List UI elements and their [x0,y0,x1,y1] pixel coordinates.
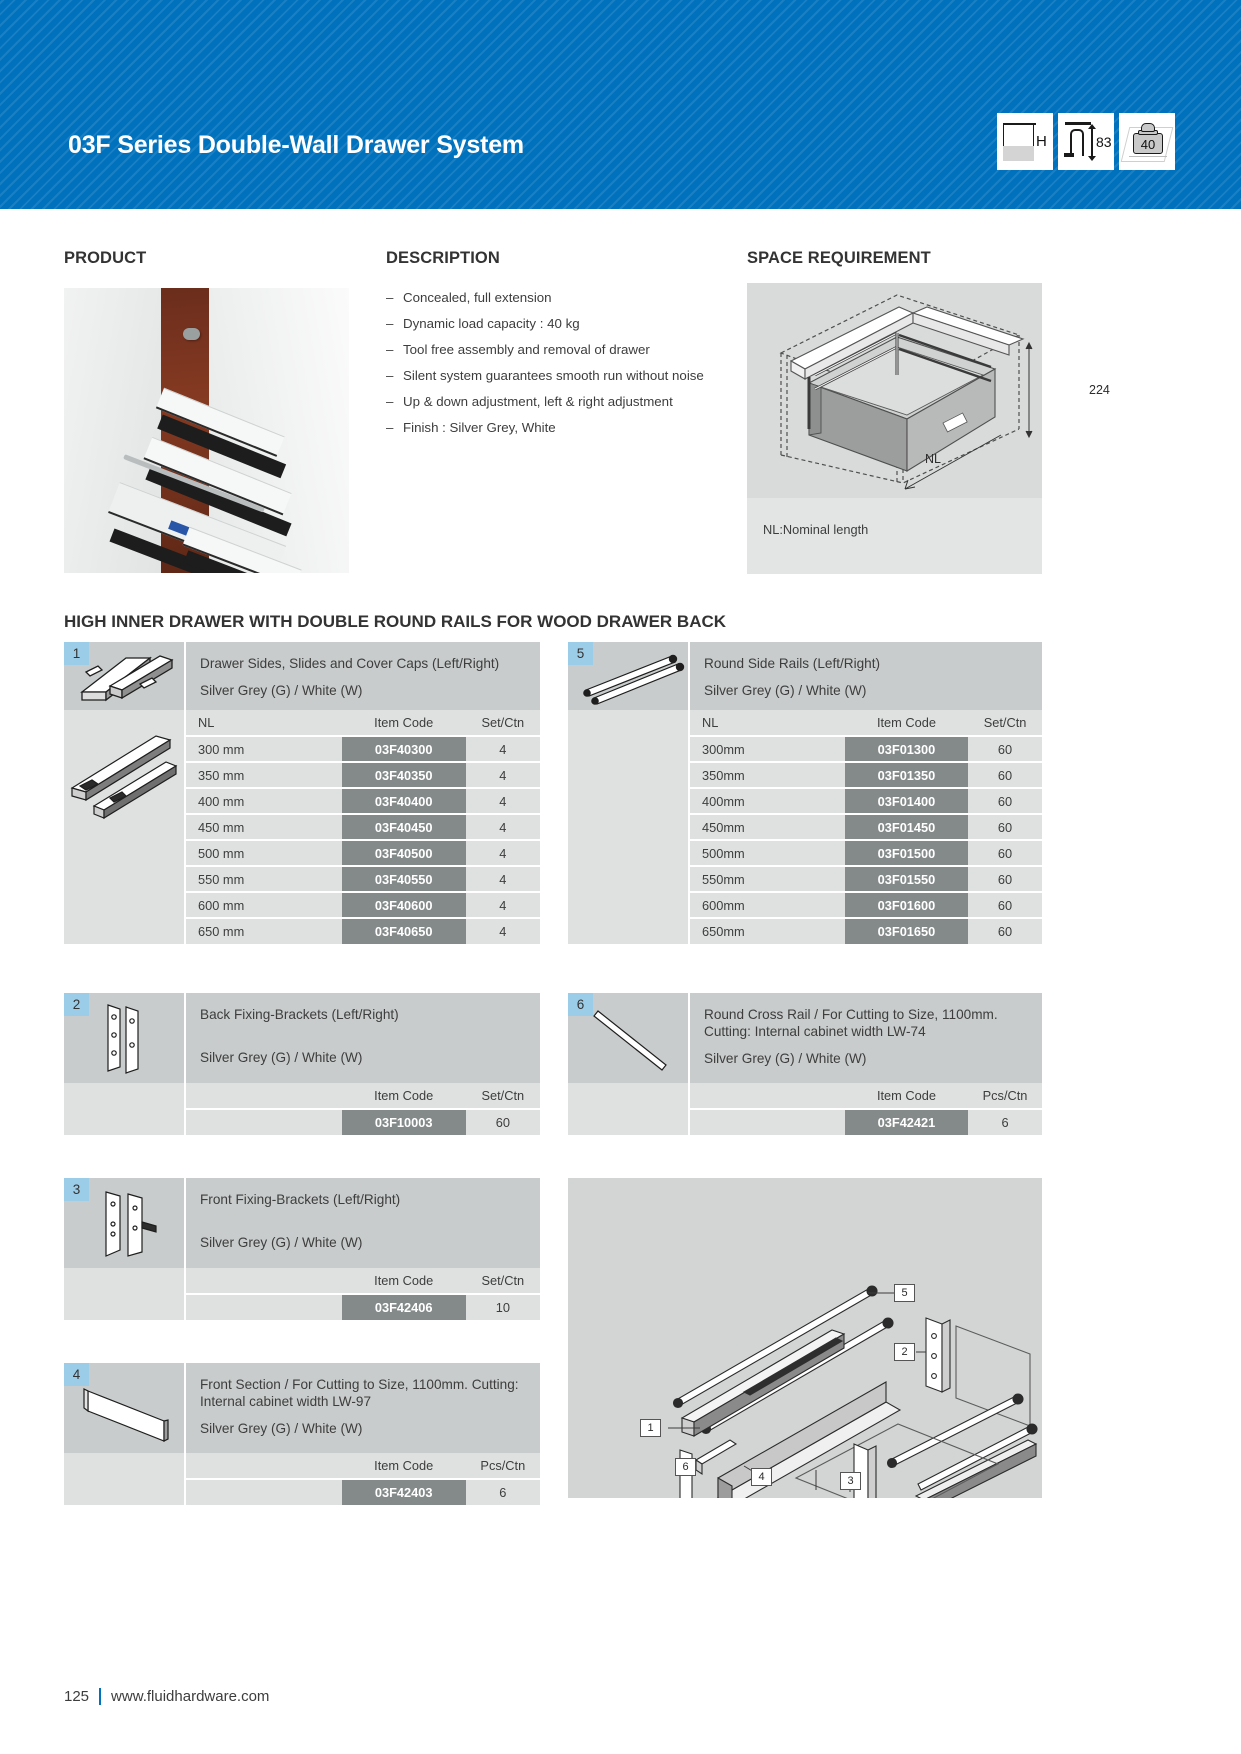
col-item-code: Item Code [342,1453,466,1479]
page-number: 125 [64,1688,90,1705]
table-row [690,866,1042,892]
table-row [186,866,540,892]
cell-set-ctn: 4 [466,918,540,944]
card-title: Round Side Rails (Left/Right) [704,656,881,671]
cell-item-code: 03F01550 [845,866,968,892]
product-card-3 [64,1178,540,1320]
space-requirement-note-text: NL:Nominal length [763,522,869,537]
cell-set-ctn: 4 [466,788,540,814]
card-body [64,1268,540,1320]
product-card-1 [64,642,540,944]
description-item [386,368,716,384]
cell-nl: 450 mm [186,814,342,840]
card-description [688,993,1042,1083]
card-badge: 2 [64,993,89,1016]
callout-4: 4 [751,1468,772,1486]
card-body [64,1083,540,1135]
card-finish: Silver Grey (G) / White (W) [704,683,867,698]
card-title: Drawer Sides, Slides and Cover Caps (Left/Right) [200,656,500,671]
card-header [64,1363,540,1453]
cell-nl: 550mm [690,866,845,892]
callout-1: 1 [640,1419,661,1437]
space-requirement-svg [747,283,1042,498]
round-cross-rail-icon [568,993,688,1083]
description-item-text: Tool free assembly and removal of drawer [403,342,650,357]
card-badge: 1 [64,642,89,665]
items-table-3 [186,1268,540,1320]
cell-item-code: 03F40600 [342,892,466,918]
table-row [186,840,540,866]
exploded-assembly-diagram [568,1178,1042,1498]
description-item [386,342,716,358]
cell-set-ctn: 60 [968,892,1042,918]
cell-item-code: 03F01600 [845,892,968,918]
items-table-5 [690,710,1042,944]
cell-item-code: 03F40550 [342,866,466,892]
table-row [690,840,1042,866]
card-body [568,710,1042,944]
cell-blank [186,1294,342,1320]
card-title: Round Cross Rail / For Cutting to Size, 1100mm. Cutting: Internal cabinet width LW-74 [704,1007,998,1039]
card-table [184,710,540,944]
col-item-code: Item Code [342,710,466,736]
description-item-text: Concealed, full extension [403,290,552,305]
table-row [186,762,540,788]
table-row [186,814,540,840]
card-thumbnail-back-brackets [64,993,184,1083]
card-description [688,642,1042,710]
table-row [690,918,1042,944]
cell-nl: 450mm [690,814,845,840]
table-row [186,736,540,762]
col-blank [186,1083,342,1109]
table-row [186,1479,540,1505]
cell-item-code: 03F40400 [342,788,466,814]
cell-nl: 500 mm [186,840,342,866]
table-header-row [186,710,540,736]
cell-set-ctn: 4 [466,762,540,788]
cell-set-ctn: 60 [968,814,1042,840]
cell-pcs-ctn: 6 [466,1479,540,1505]
col-set-ctn: Set/Ctn [466,1083,540,1109]
space-requirement-heading: SPACE REQUIREMENT [747,249,931,267]
cell-set-ctn: 4 [466,892,540,918]
footer-website: www.fluidhardware.com [111,1688,270,1705]
callout-5: 5 [894,1284,915,1302]
table-row [690,892,1042,918]
cell-set-ctn: 10 [466,1294,540,1320]
card-thumbnail-front-brackets [64,1178,184,1268]
cell-nl: 500mm [690,840,845,866]
product-card-5 [568,642,1042,944]
card-thumbnail-front-section [64,1363,184,1453]
items-table-1 [186,710,540,944]
table-row [186,918,540,944]
load-capacity-icon [1119,113,1175,170]
bullet-dash-icon: – [386,290,394,305]
front-fixing-bracket-icon [64,1178,184,1268]
description-heading: DESCRIPTION [386,249,500,267]
cell-nl: 300 mm [186,736,342,762]
cell-item-code: 03F01350 [845,762,968,788]
cell-set-ctn: 60 [968,840,1042,866]
col-item-code: Item Code [845,710,968,736]
drawer-height-icon [997,113,1053,170]
cell-nl: 350mm [690,762,845,788]
page-title: 03F Series Double-Wall Drawer System [68,131,524,159]
exploded-assembly-svg [568,1178,1042,1498]
side-height-icon [1058,113,1114,170]
bullet-dash-icon: – [386,316,394,331]
page-footer [64,1688,269,1705]
card-title: Front Section / For Cutting to Size, 1100mm. Cutting: Internal cabinet width LW-97 [200,1377,519,1409]
card-thumbnail-empty [568,710,688,944]
card-finish: Silver Grey (G) / White (W) [200,1050,363,1065]
cell-item-code: 03F01500 [845,840,968,866]
card-table [184,1268,540,1320]
card-header [64,993,540,1083]
card-finish: Silver Grey (G) / White (W) [200,1235,363,1250]
cell-set-ctn: 60 [968,788,1042,814]
callout-3: 3 [840,1472,861,1490]
col-item-code: Item Code [342,1268,466,1294]
cell-blank [690,1109,845,1135]
cell-item-code: 03F42403 [342,1479,466,1505]
table-header-row [186,1268,540,1294]
description-item [386,420,716,436]
space-requirement-diagram [747,283,1042,498]
table-row [186,1109,540,1135]
cell-blank [186,1479,342,1505]
col-item-code: Item Code [845,1083,968,1109]
space-dimension-height: 224 [1089,383,1110,397]
description-item-text: Up & down adjustment, left & right adjustment [403,394,673,409]
cell-set-ctn: 60 [968,866,1042,892]
spec-icon-strip [997,113,1175,170]
table-header-row [690,1083,1042,1109]
card-body [568,1083,1042,1135]
callout-2: 2 [894,1343,915,1361]
cell-nl: 400 mm [186,788,342,814]
card-badge: 3 [64,1178,89,1201]
card-header [64,1178,540,1268]
product-card-2 [64,993,540,1135]
card-body [64,710,540,944]
cell-item-code: 03F40300 [342,736,466,762]
bullet-dash-icon: – [386,342,394,357]
cell-item-code: 03F01450 [845,814,968,840]
cell-nl: 400mm [690,788,845,814]
cell-set-ctn: 60 [968,762,1042,788]
page-header-banner [0,0,1241,209]
cell-nl: 650mm [690,918,845,944]
bullet-dash-icon: – [386,368,394,383]
card-table [184,1083,540,1135]
col-pcs-ctn: Pcs/Ctn [466,1453,540,1479]
card-description [184,993,540,1083]
col-item-code: Item Code [342,1083,466,1109]
footer-divider [99,1688,101,1705]
space-dimension-length: NL [925,452,941,466]
cell-blank [186,1109,342,1135]
description-item-text: Finish : Silver Grey, White [403,420,556,435]
col-blank [186,1453,342,1479]
table-row [690,814,1042,840]
table-row [690,762,1042,788]
cell-item-code: 03F01400 [845,788,968,814]
table-row [186,892,540,918]
cell-nl: 600 mm [186,892,342,918]
cell-nl: 550 mm [186,866,342,892]
load-capacity-icon-label: 40 [1140,137,1156,152]
description-item-text: Silent system guarantees smooth run without noise [403,368,704,383]
card-thumbnail-slides [64,710,184,944]
card-header [568,993,1042,1083]
section-title: HIGH INNER DRAWER WITH DOUBLE ROUND RAILS FOR WOOD DRAWER BACK [64,612,727,631]
product-card-6 [568,993,1042,1135]
col-blank [690,1083,845,1109]
col-set-ctn: Set/Ctn [466,710,540,736]
cell-set-ctn: 4 [466,866,540,892]
cell-item-code: 03F42421 [845,1109,968,1135]
col-blank [186,1268,342,1294]
card-thumbnail-cross-rail [568,993,688,1083]
cell-item-code: 03F01300 [845,736,968,762]
drawer-side-icon [64,642,184,706]
slide-rails-icon [64,714,184,959]
card-description [184,1178,540,1268]
card-title: Back Fixing-Brackets (Left/Right) [200,1007,399,1022]
card-thumbnail-round-side-rails [568,642,688,706]
card-finish: Silver Grey (G) / White (W) [704,1051,867,1066]
cell-item-code: 03F40650 [342,918,466,944]
card-title: Front Fixing-Brackets (Left/Right) [200,1192,401,1207]
card-finish: Silver Grey (G) / White (W) [200,683,363,698]
card-table [688,1083,1042,1135]
cell-set-ctn: 60 [968,918,1042,944]
cell-item-code: 03F42406 [342,1294,466,1320]
card-header [64,642,540,710]
table-row [186,1294,540,1320]
table-row [186,788,540,814]
card-badge: 5 [568,642,593,665]
cell-nl: 600mm [690,892,845,918]
items-table-6 [690,1083,1042,1135]
round-side-rail-icon [568,642,688,706]
description-item [386,316,716,332]
description-item [386,290,716,306]
card-thumbnail-empty [64,1083,184,1135]
space-requirement-note [747,498,1042,574]
card-badge: 4 [64,1363,89,1386]
col-pcs-ctn: Pcs/Ctn [968,1083,1042,1109]
drawer-height-icon-label: H [1036,133,1047,150]
col-nl: NL [186,710,342,736]
cell-item-code: 03F40450 [342,814,466,840]
table-row [690,1109,1042,1135]
product-photo [64,288,349,573]
description-list [386,290,716,446]
col-set-ctn: Set/Ctn [968,710,1042,736]
cell-set-ctn: 60 [466,1109,540,1135]
product-card-4 [64,1363,540,1505]
cell-pcs-ctn: 6 [968,1109,1042,1135]
table-row [690,788,1042,814]
cell-set-ctn: 4 [466,840,540,866]
card-table [184,1453,540,1505]
items-table-2 [186,1083,540,1135]
cell-nl: 350 mm [186,762,342,788]
table-header-row [690,710,1042,736]
front-section-icon [64,1363,184,1453]
back-fixing-bracket-icon [64,993,184,1083]
cell-nl: 650 mm [186,918,342,944]
cell-item-code: 03F01650 [845,918,968,944]
cell-set-ctn: 4 [466,814,540,840]
callout-6: 6 [675,1458,696,1476]
bullet-dash-icon: – [386,394,394,409]
table-row [690,736,1042,762]
cell-item-code: 03F40500 [342,840,466,866]
cell-nl: 300mm [690,736,845,762]
cell-set-ctn: 60 [968,736,1042,762]
card-finish: Silver Grey (G) / White (W) [200,1421,363,1436]
table-header-row [186,1453,540,1479]
cell-item-code: 03F10003 [342,1109,466,1135]
card-thumbnail-empty [568,1083,688,1135]
items-table-4 [186,1453,540,1505]
card-header [568,642,1042,710]
card-thumbnail-empty [64,1268,184,1320]
table-header-row [186,1083,540,1109]
card-description [184,1363,540,1453]
description-item-text: Dynamic load capacity : 40 kg [403,316,580,331]
card-thumbnail-drawer-sides [64,642,184,706]
col-nl: NL [690,710,845,736]
description-item [386,394,716,410]
product-heading: PRODUCT [64,249,147,267]
bullet-dash-icon: – [386,420,394,435]
cell-set-ctn: 4 [466,736,540,762]
col-set-ctn: Set/Ctn [466,1268,540,1294]
card-description [184,642,540,710]
card-body [64,1453,540,1505]
cell-item-code: 03F40350 [342,762,466,788]
card-table [688,710,1042,944]
card-badge: 6 [568,993,593,1016]
side-height-icon-label: 83 [1096,134,1112,150]
card-thumbnail-empty [64,1453,184,1505]
